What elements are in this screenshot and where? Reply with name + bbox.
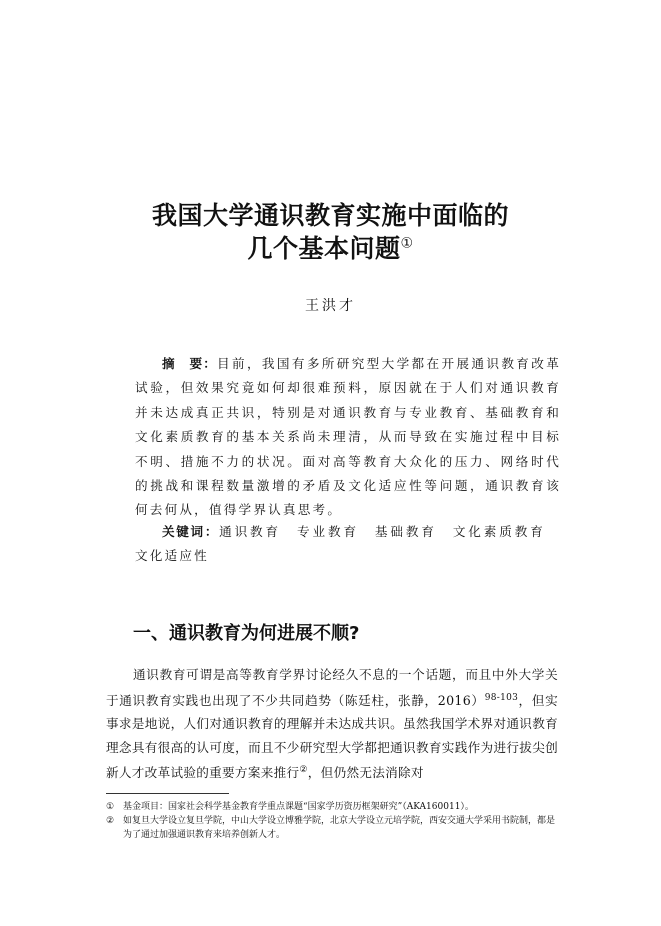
keywords-paragraph <box>135 520 561 569</box>
keyword-item: 基础教育 <box>374 524 437 539</box>
author-name: 王洪才 <box>305 298 356 314</box>
footnote-text: 基金项目：国家社会科学基金教育学重点课题“国家学历资历框架研究”（AKA160011）。 <box>123 802 474 812</box>
footnote-number: ② <box>106 816 115 826</box>
keyword-item: 文化适应性 <box>135 548 209 564</box>
body-paragraph <box>106 663 558 785</box>
footnote-item <box>106 800 558 814</box>
body-footnote-mark: ② <box>299 765 308 776</box>
body-text-part-1: 通识教育可谓是高等教育学界讨论经久不息的一个话题，而且中外大学关于通识教育实践也出现了不少共同趋势（陈廷柱，张静，2016） <box>106 667 558 708</box>
abstract-paragraph <box>135 352 561 523</box>
keywords-label: 关键词： <box>162 524 220 539</box>
footnote-divider <box>106 793 229 794</box>
abstract-text: 目前，我国有多所研究型大学都在开展通识教育改革试验，但效果究竟如何却很难预料，原因就在于人们对通识教育并未达成真正共识，特别是对通识教育与专业教育、基础教育和文化素质教育的基本关系尚未理清，从而导致在实施过程中目标不明、措施不力的状况。面对高等教育大众化的压力、网络时代的挑战和课程数量激增的矛盾及文化适应性等问题，通识教育该何去何从，值得学界认真思考。 <box>135 356 561 518</box>
body-text-part-2: ，但实事求是地说，人们对通识教育的理解并未达成共识。虽然我国学术界对通识教育理念具有很高的认可度，而且不少研究型大学都把通识教育实践作为进行拔尖创新人才改革试验的重要方案来推行 <box>106 692 558 781</box>
title-text-2: 几个基本问题 <box>247 234 401 263</box>
title-text-1: 我国大学通识教育实施中面临的 <box>151 201 509 230</box>
section-heading: 一、通识教育为何进展不顺? <box>133 623 360 644</box>
footnote-number: ① <box>106 802 115 812</box>
title-line-1 <box>0 196 661 232</box>
citation-pages: 98-103 <box>484 692 519 703</box>
footnote-item <box>106 814 558 842</box>
keyword-item: 文化素质教育 <box>452 524 545 539</box>
abstract-label: 摘 要： <box>162 356 218 371</box>
title-line-2 <box>0 229 661 265</box>
keyword-item: 通识教育 <box>219 524 282 539</box>
body-text-part-3: ，但仍然无法消除对 <box>307 765 424 781</box>
footnotes <box>106 800 558 842</box>
footnote-text: 如复旦大学设立复旦学院，中山大学设立博雅学院，北京大学设立元培学院，西安交通大学采用书院制，都是为了通过加强通识教育来培养创新人才。 <box>123 816 556 840</box>
keyword-item: 专业教育 <box>297 524 359 539</box>
title-footnote-mark: ① <box>400 235 414 252</box>
